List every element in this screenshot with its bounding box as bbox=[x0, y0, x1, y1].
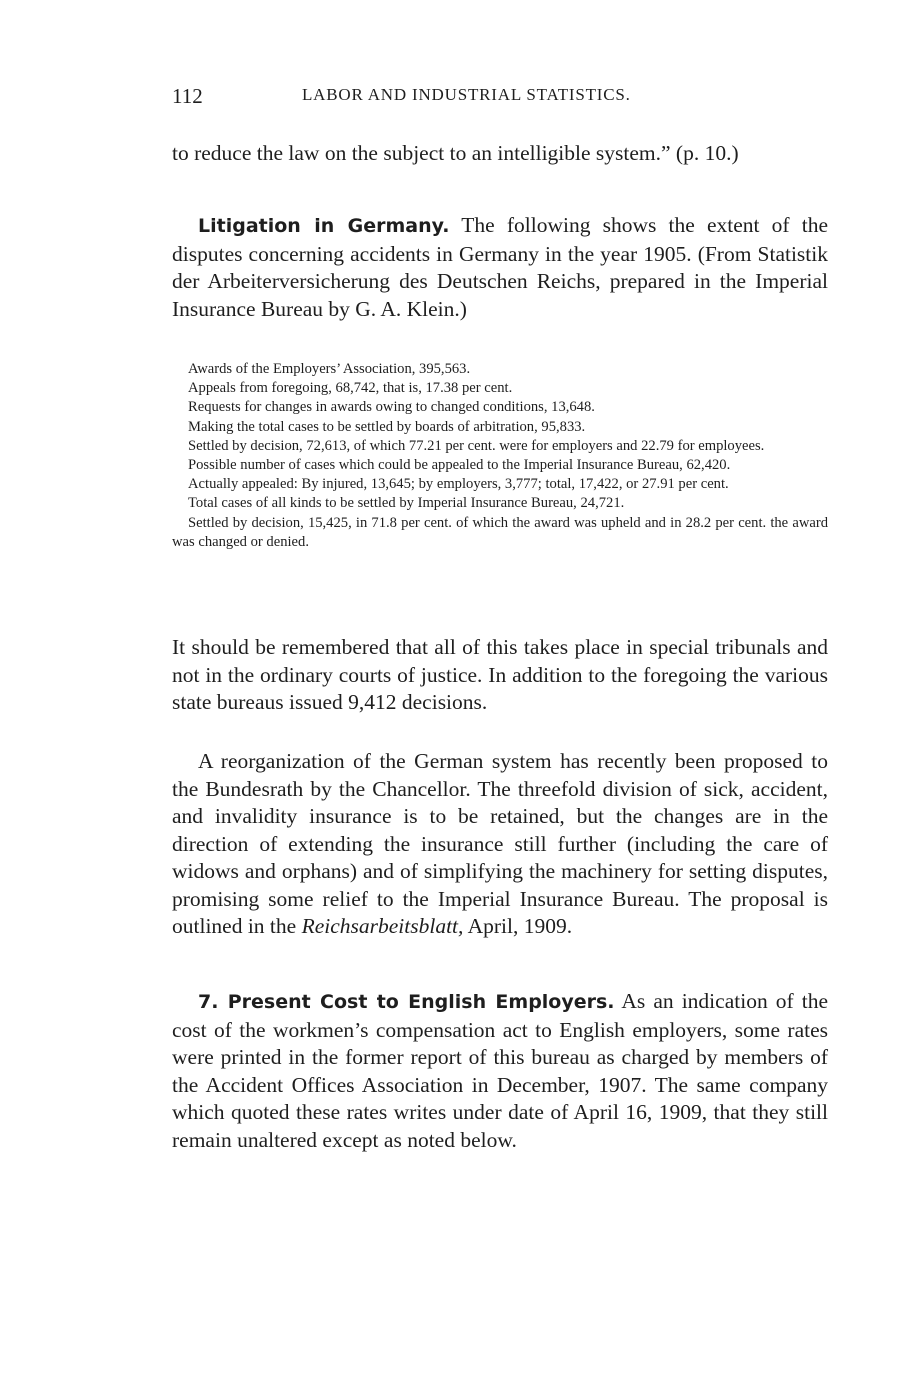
cost-paragraph bbox=[172, 988, 828, 1154]
statistics-item: Total cases of all kinds to be settled by Imperial Insurance Bureau, 24,721. bbox=[188, 495, 625, 512]
continuation-paragraph: to reduce the law on the subject to an intelligible system.” (p. 10.) bbox=[172, 141, 739, 165]
litigation-text: The following shows the extent of the disputes concerning accidents in Germany in the year 1905. (From Statistik der Arbeiterversicherung des Deutschen Reichs, prepared in the Imperial Insurance Bureau by G. A. Klein.) bbox=[172, 213, 828, 321]
statistics-item: Making the total cases to be settled by boards of arbitration, 95,833. bbox=[188, 418, 586, 435]
section-heading-cost: 7. Present Cost to English Employers. bbox=[198, 991, 615, 1013]
statistics-item: Actually appealed: By injured, 13,645; by employers, 3,777; total, 17,422, or 27.91 per cent. bbox=[188, 476, 729, 493]
reorganization-paragraph bbox=[172, 748, 828, 941]
page-number: 112 bbox=[172, 84, 203, 108]
statistics-item: Possible number of cases which could be appealed to the Imperial Insurance Bureau, 62,420. bbox=[188, 457, 731, 474]
reorganization-text: A reorganization of the German system has recently been proposed to the Bundesrath by the Chancellor. The threefold division of sick, accident, and invalidity insurance is to be retained, but the changes are in the direction of extending the insurance still further (including the care of widows and orphans) and of simplifying the machinery for setting disputes, promising some relief to the Imperial Insurance Bureau. The proposal is outlined in the bbox=[172, 749, 828, 938]
running-title: LABOR AND INDUSTRIAL STATISTICS. bbox=[302, 85, 631, 104]
tribunals-paragraph: It should be remembered that all of this takes place in special tribunals and not in the ordinary courts of justice. In addition to the foregoing the various state bureaus issued 9,412 decisions. bbox=[172, 635, 828, 714]
litigation-paragraph bbox=[172, 212, 828, 323]
statistics-item: Awards of the Employers’ Association, 395,563. bbox=[188, 361, 471, 377]
statistics-item: Settled by decision, 72,613, of which 77.21 per cent. were for employers and 22.79 for employees. bbox=[188, 437, 765, 454]
reorganization-date: April, 1909. bbox=[463, 914, 573, 938]
statistics-list bbox=[172, 360, 828, 552]
cost-text: As an indication of the cost of the workmen’s compensation act to English employers, some rates were printed in the former report of this bureau as charged by members of the Accident Offices Association in December, 1907. The same company which quoted these rates writes under date of April 16, 1909, that they still remain unaltered except as noted below. bbox=[172, 989, 828, 1152]
section-heading-litigation: Litigation in Germany. bbox=[198, 215, 450, 237]
statistics-item: Settled by decision, 15,425, in 71.8 per cent. of which the award was upheld and in 28.2 per cent. the award was changed or denied. bbox=[172, 514, 828, 550]
statistics-item: Requests for changes in awards owing to changed conditions, 13,648. bbox=[188, 399, 595, 416]
running-header bbox=[172, 84, 828, 112]
statistics-item: Appeals from foregoing, 68,742, that is, 17.38 per cent. bbox=[188, 380, 513, 397]
publication-title: Reichsarbeitsblatt, bbox=[301, 914, 464, 938]
